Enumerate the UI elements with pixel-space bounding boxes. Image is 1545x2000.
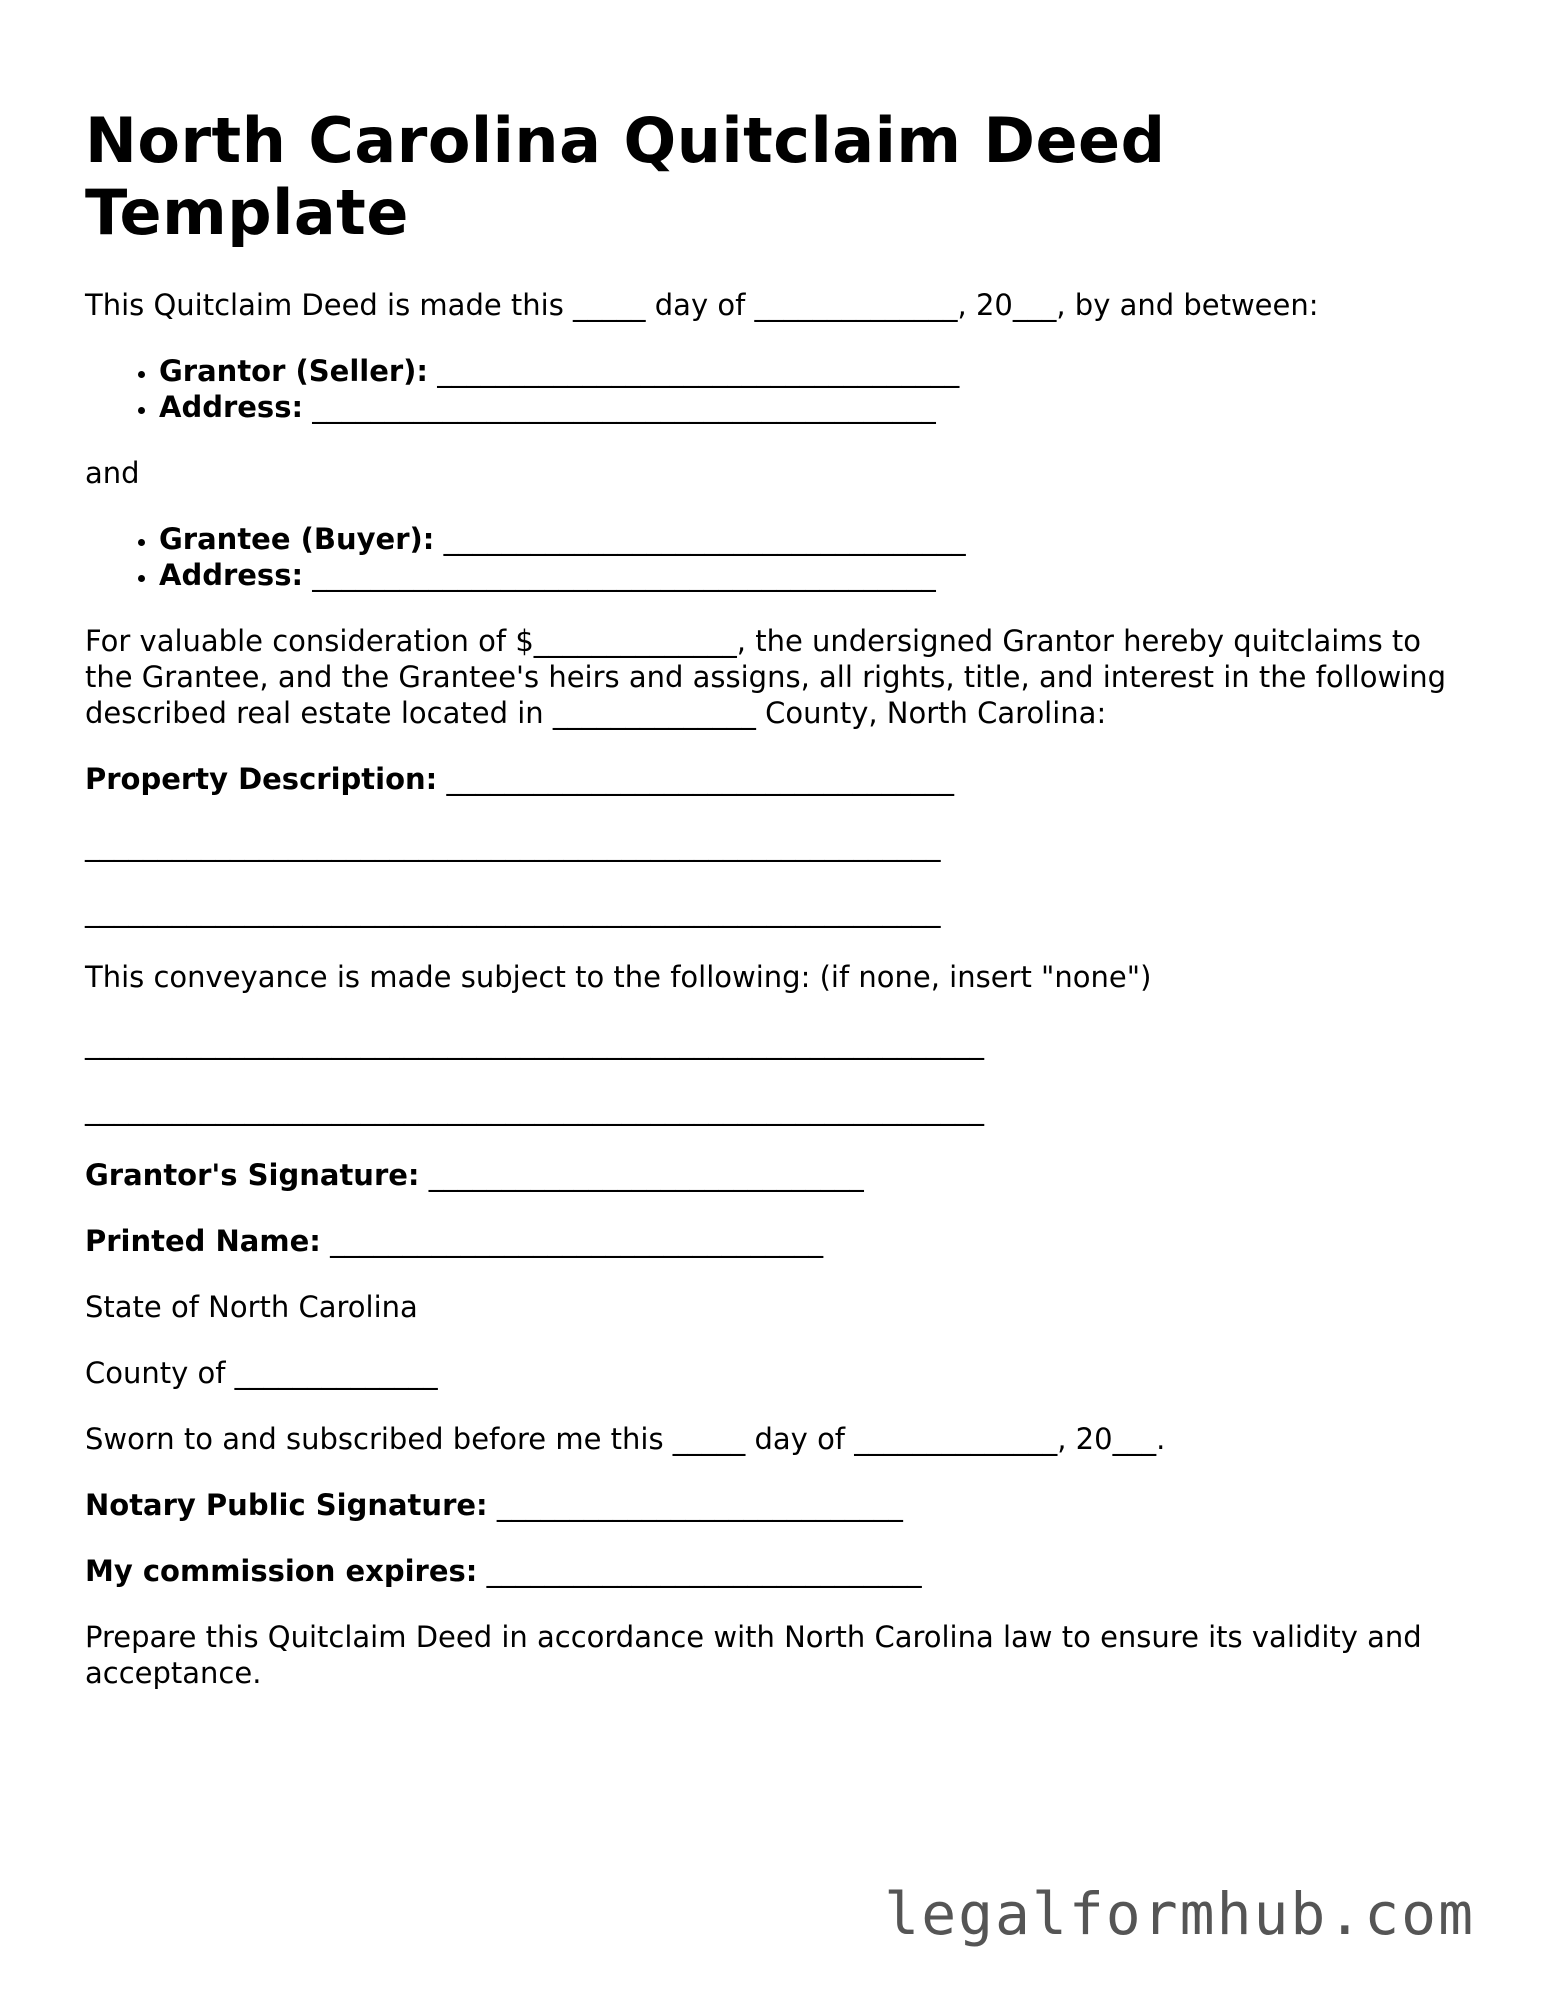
grantor-signature (85, 1157, 1465, 1193)
property-description (85, 761, 1465, 797)
sworn-line: Sworn to and subscribed before me this _____ day of ______________, 20___. (85, 1422, 1166, 1456)
and-text: and (85, 456, 140, 490)
property-blank-line-2: ___________________________________________________________ (85, 894, 941, 928)
consideration-paragraph: For valuable consideration of $______________, the undersigned Grantor hereby quitclaims to the Grantee, and the Grantee's heirs and assigns, all rights, title, and interest in the following described real estate located in ______________ County, North Carolina: (85, 624, 1456, 730)
conveyance-paragraph: This conveyance is made subject to the following: (if none, insert "none") (85, 960, 1152, 994)
grantor-list (85, 353, 1465, 425)
intro-paragraph: This Quitclaim Deed is made this _____ day of ______________, 20___, by and between: (85, 288, 1319, 322)
watermark-logo: legalformhub.com (884, 1880, 1475, 1948)
printed-name-blank: __________________________________ (320, 1224, 824, 1258)
printed-name (85, 1223, 1465, 1259)
commission-expires (85, 1553, 1465, 1589)
grantor-signature-label: Grantor's Signature: (85, 1158, 420, 1192)
grantor-label: Grantor (Seller): (159, 354, 429, 388)
commission-expires-blank: ______________________________ (477, 1554, 922, 1588)
property-description-blank: ___________________________________ (437, 762, 954, 796)
grantor-address-item (159, 389, 1465, 425)
county-line: County of ______________ (85, 1356, 438, 1390)
document-title: North Carolina Quitclaim Deed Template (85, 104, 1166, 249)
document-page (85, 105, 1465, 1721)
grantee-label: Grantee (Buyer): (159, 522, 435, 556)
property-description-label: Property Description: (85, 762, 438, 796)
state-line: State of North Carolina (85, 1290, 418, 1324)
grantor-signature-blank: ______________________________ (419, 1158, 864, 1192)
commission-expires-label: My commission expires: (85, 1554, 478, 1588)
property-blank-line-1: ___________________________________________________________ (85, 828, 941, 862)
grantee-list (85, 521, 1465, 593)
grantor-name-item (159, 353, 1465, 389)
notary-signature-blank: ____________________________ (487, 1488, 903, 1522)
grantor-address-blank: ___________________________________________ (303, 390, 936, 424)
grantee-name-item (159, 521, 1465, 557)
notary-signature-label: Notary Public Signature: (85, 1488, 488, 1522)
notary-signature (85, 1487, 1465, 1523)
grantee-address-label: Address: (159, 558, 304, 592)
grantor-name-blank: ____________________________________ (428, 354, 960, 388)
conveyance-blank-line-1: ______________________________________________________________ (85, 1026, 984, 1060)
printed-name-label: Printed Name: (85, 1224, 321, 1258)
conveyance-blank-line-2: ______________________________________________________________ (85, 1092, 984, 1126)
grantee-name-blank: ____________________________________ (434, 522, 966, 556)
grantor-address-label: Address: (159, 390, 304, 424)
closing-paragraph: Prepare this Quitclaim Deed in accordance with North Carolina law to ensure its validity and acceptance. (85, 1620, 1431, 1690)
grantee-address-blank: ___________________________________________ (303, 558, 936, 592)
grantee-address-item (159, 557, 1465, 593)
